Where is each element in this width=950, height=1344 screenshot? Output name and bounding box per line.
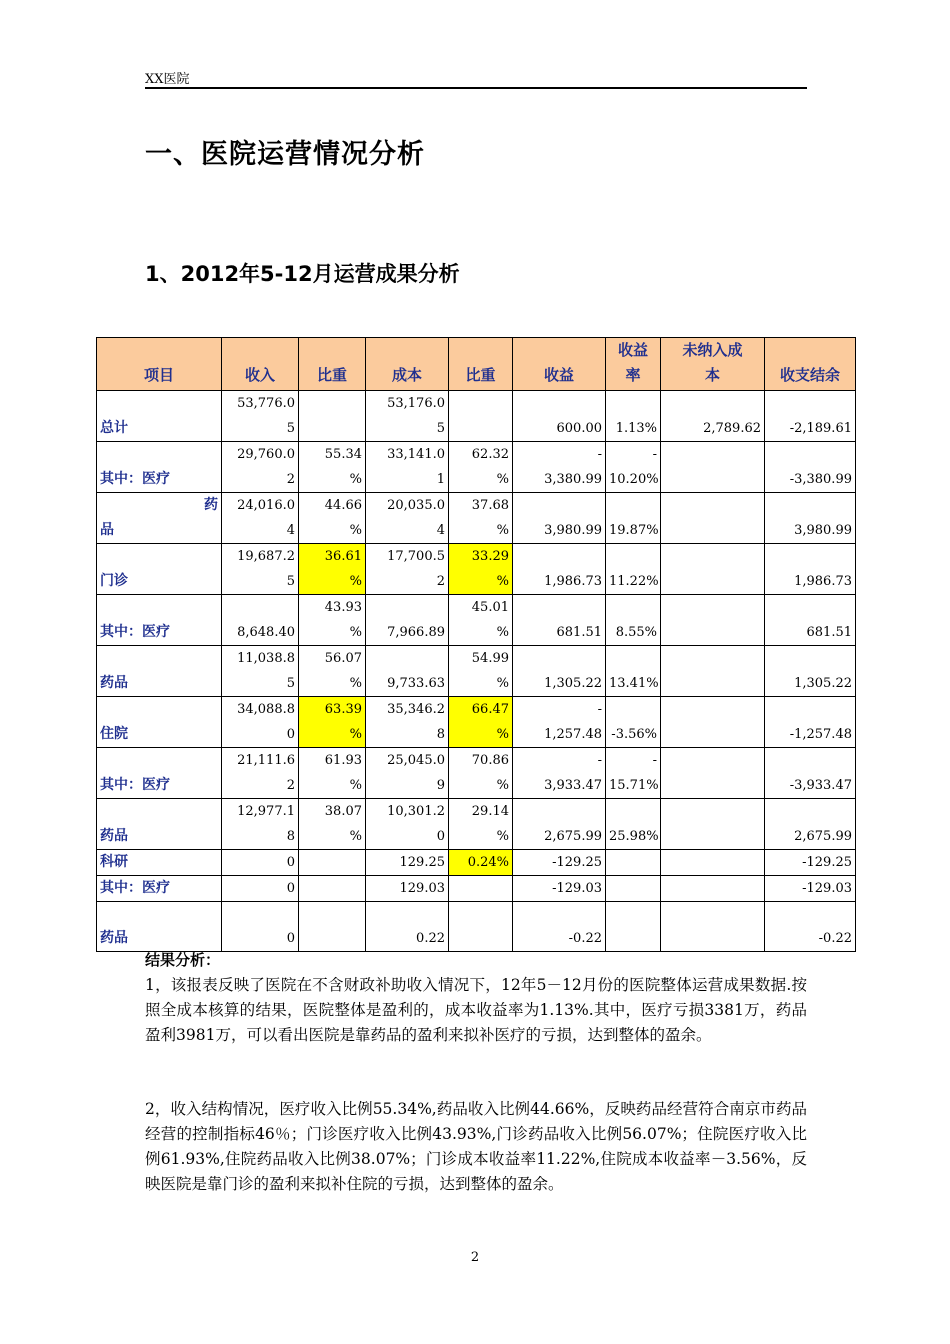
table-cell bbox=[606, 850, 661, 876]
cell-text: 0 bbox=[286, 727, 295, 742]
cell-text: -129.25 bbox=[802, 855, 852, 870]
analysis-paragraph-1: 1，该报表反映了医院在不含财政补助收入情况下，12年5－12月份的医院整体运营成果数据.按照全成本核算的结果，医院整体是盈利的，成本收益率为1.13%.其中，医疗亏损3381万，药品盈利3981万，可以看出医院是靠药品的盈利来拟补医疗的亏损，达到整体的盈余。 bbox=[145, 976, 807, 1044]
table-body bbox=[97, 391, 856, 952]
row-label: 药品 bbox=[97, 799, 222, 850]
table-cell bbox=[513, 544, 606, 595]
cell-text: 1,257.48 bbox=[544, 727, 602, 742]
table-cell bbox=[366, 697, 449, 748]
cell-text: 2 bbox=[286, 472, 295, 487]
cell-text: 7,966.89 bbox=[387, 625, 445, 640]
cell-text: 1,305.22 bbox=[794, 676, 852, 691]
table-cell bbox=[765, 902, 856, 952]
table-cell bbox=[222, 697, 299, 748]
cell-text: 0.24% bbox=[467, 855, 509, 870]
column-header bbox=[299, 338, 366, 391]
cell-text: - bbox=[597, 753, 602, 768]
cell-text: % bbox=[496, 829, 509, 844]
table-cell bbox=[449, 697, 513, 748]
cell-text: % bbox=[496, 574, 509, 589]
cell-text: 0 bbox=[286, 931, 295, 946]
cell-text: -129.03 bbox=[802, 881, 852, 896]
row-label: 药品 bbox=[97, 902, 222, 952]
cell-text: 5 bbox=[286, 421, 295, 436]
cell-text: 54.99 bbox=[471, 651, 509, 666]
cell-text: % bbox=[496, 625, 509, 640]
header-rule bbox=[145, 87, 807, 89]
table-cell bbox=[299, 799, 366, 850]
table-cell bbox=[661, 442, 765, 493]
table-cell bbox=[449, 493, 513, 544]
cell-text: 5 bbox=[286, 574, 295, 589]
cell-text: - bbox=[597, 702, 602, 717]
table-cell bbox=[606, 493, 661, 544]
cell-text: -2,189.61 bbox=[789, 421, 852, 436]
table-cell bbox=[765, 442, 856, 493]
table-cell bbox=[513, 493, 606, 544]
column-header-text: 收益 bbox=[617, 341, 648, 359]
column-header bbox=[222, 338, 299, 391]
cell-text: % bbox=[496, 523, 509, 538]
table-row bbox=[97, 902, 856, 952]
column-header-text: 收益 bbox=[543, 366, 574, 384]
cell-text: -1,257.48 bbox=[789, 727, 852, 742]
table-cell bbox=[299, 595, 366, 646]
table-cell bbox=[661, 493, 765, 544]
table-cell bbox=[606, 391, 661, 442]
cell-text: 35,346.2 bbox=[387, 702, 445, 717]
table-cell bbox=[606, 697, 661, 748]
table-cell bbox=[299, 544, 366, 595]
column-header-text: 比重 bbox=[316, 366, 347, 384]
cell-text: % bbox=[349, 523, 362, 538]
cell-text: 34,088.8 bbox=[237, 702, 295, 717]
section-title: 1、2012年5-12月运营成果分析 bbox=[145, 262, 460, 286]
table-cell bbox=[513, 442, 606, 493]
table-cell bbox=[513, 902, 606, 952]
cell-text: -129.25 bbox=[552, 855, 602, 870]
table-cell bbox=[765, 544, 856, 595]
cell-text: 0 bbox=[286, 881, 295, 896]
cell-text: 25,045.0 bbox=[387, 753, 445, 768]
table-header-row bbox=[97, 338, 856, 391]
table-cell bbox=[661, 544, 765, 595]
column-header-text: 收入 bbox=[244, 366, 275, 384]
cell-text: -0.22 bbox=[568, 931, 602, 946]
cell-text: 33.29 bbox=[471, 549, 509, 564]
table-cell bbox=[449, 646, 513, 697]
table-cell bbox=[366, 799, 449, 850]
column-header-text: 成本 bbox=[391, 366, 422, 384]
row-label: 其中：医疗 bbox=[97, 876, 222, 902]
table-cell bbox=[606, 544, 661, 595]
cell-text: 36.61 bbox=[324, 549, 362, 564]
table-cell bbox=[765, 876, 856, 902]
table-cell bbox=[299, 902, 366, 952]
table-cell bbox=[299, 748, 366, 799]
cell-text: 53,176.0 bbox=[387, 396, 445, 411]
header-org: XX医院 bbox=[145, 72, 190, 87]
table-cell bbox=[366, 595, 449, 646]
cell-text: -3,933.47 bbox=[789, 778, 852, 793]
table-cell bbox=[513, 697, 606, 748]
table-cell bbox=[299, 493, 366, 544]
table-cell bbox=[661, 850, 765, 876]
cell-text: 3,980.99 bbox=[794, 523, 852, 538]
table-cell bbox=[299, 391, 366, 442]
cell-text: -129.03 bbox=[552, 881, 602, 896]
column-header-text: 比重 bbox=[465, 366, 496, 384]
table-cell bbox=[765, 799, 856, 850]
table-cell bbox=[765, 646, 856, 697]
cell-text: 20,035.0 bbox=[387, 498, 445, 513]
cell-text: % bbox=[349, 472, 362, 487]
cell-text: % bbox=[349, 778, 362, 793]
cell-text: 3,933.47 bbox=[544, 778, 602, 793]
cell-text: 10.20% bbox=[609, 472, 659, 487]
table-cell bbox=[366, 748, 449, 799]
cell-text: 44.66 bbox=[324, 498, 362, 513]
cell-text: 9,733.63 bbox=[387, 676, 445, 691]
table-cell bbox=[222, 391, 299, 442]
cell-text: % bbox=[349, 727, 362, 742]
analysis-paragraph-2: 2，收入结构情况，医疗收入比例55.34%,药品收入比例44.66%，反映药品经营符合南京市药品经营的控制指标46％；门诊医疗收入比例43.93%,门诊药品收入比例56.07%；住院医疗收入比例61.93%,住院药品收入比例38.07%；门诊成本收益率11.22%,住院成本收益率－3.56%，反映医院是靠门诊的盈利来拟补住院的亏损，达到整体的盈余。 bbox=[145, 1100, 807, 1193]
cell-text: 29.14 bbox=[471, 804, 509, 819]
cell-text: 45.01 bbox=[471, 600, 509, 615]
table-row bbox=[97, 595, 856, 646]
table-cell bbox=[606, 902, 661, 952]
cell-text: 43.93 bbox=[324, 600, 362, 615]
cell-text: % bbox=[496, 727, 509, 742]
table-row bbox=[97, 493, 856, 544]
cell-text: 12,977.1 bbox=[237, 804, 295, 819]
cell-text: 681.51 bbox=[806, 625, 852, 640]
table-cell bbox=[449, 902, 513, 952]
cell-text: 25.98% bbox=[609, 829, 659, 844]
table-row bbox=[97, 442, 856, 493]
table-cell bbox=[661, 902, 765, 952]
cell-text: % bbox=[349, 574, 362, 589]
table-cell bbox=[449, 544, 513, 595]
table-cell bbox=[661, 876, 765, 902]
cell-text: - bbox=[597, 447, 602, 462]
cell-text: 61.93 bbox=[324, 753, 362, 768]
cell-text: 21,111.6 bbox=[237, 753, 295, 768]
cell-text: 2,789.62 bbox=[703, 421, 761, 436]
table-cell bbox=[765, 493, 856, 544]
table-cell bbox=[449, 876, 513, 902]
column-header bbox=[606, 338, 661, 391]
table-row bbox=[97, 748, 856, 799]
cell-text: 8 bbox=[286, 829, 295, 844]
table-cell bbox=[513, 799, 606, 850]
table-cell bbox=[222, 595, 299, 646]
column-header bbox=[366, 338, 449, 391]
table-cell bbox=[222, 748, 299, 799]
table-cell bbox=[606, 799, 661, 850]
column-header-text: 收支结余 bbox=[779, 366, 840, 384]
table-cell bbox=[366, 876, 449, 902]
cell-text: 3,380.99 bbox=[544, 472, 602, 487]
cell-text: 600.00 bbox=[556, 421, 602, 436]
cell-text: - bbox=[652, 447, 657, 462]
cell-text: 66.47 bbox=[471, 702, 509, 717]
column-header bbox=[513, 338, 606, 391]
table-cell bbox=[366, 493, 449, 544]
cell-text: 8 bbox=[436, 727, 445, 742]
cell-text: 10,301.2 bbox=[387, 804, 445, 819]
table-cell bbox=[606, 442, 661, 493]
row-label: 其中：医疗 bbox=[97, 595, 222, 646]
table-cell bbox=[513, 850, 606, 876]
table-row bbox=[97, 697, 856, 748]
cell-text: 0.22 bbox=[416, 931, 445, 946]
table-cell bbox=[299, 442, 366, 493]
cell-text: 4 bbox=[436, 523, 445, 538]
table-cell bbox=[366, 391, 449, 442]
row-label: 总计 bbox=[97, 391, 222, 442]
column-header-text: 未纳入成 bbox=[682, 341, 743, 359]
cell-text: % bbox=[349, 625, 362, 640]
page-number: 2 bbox=[470, 1250, 480, 1265]
cell-text: 1 bbox=[436, 472, 445, 487]
table-cell bbox=[661, 748, 765, 799]
row-label: 其中：医疗 bbox=[97, 748, 222, 799]
row-label: 门诊 bbox=[97, 544, 222, 595]
cell-text: 63.39 bbox=[324, 702, 362, 717]
table-row bbox=[97, 799, 856, 850]
table-cell bbox=[661, 391, 765, 442]
row-label-part: 品 bbox=[100, 522, 114, 538]
cell-text: 56.07 bbox=[324, 651, 362, 666]
table-cell bbox=[366, 442, 449, 493]
cell-text: 29,760.0 bbox=[237, 447, 295, 462]
table-cell bbox=[222, 442, 299, 493]
cell-text: 11,038.8 bbox=[237, 651, 295, 666]
cell-text: 17,700.5 bbox=[387, 549, 445, 564]
row-label-part: 药 bbox=[204, 497, 218, 513]
table-cell bbox=[222, 850, 299, 876]
table-cell bbox=[222, 876, 299, 902]
table-cell bbox=[661, 646, 765, 697]
table-cell bbox=[449, 850, 513, 876]
table-row bbox=[97, 850, 856, 876]
cell-text: 8,648.40 bbox=[237, 625, 295, 640]
cell-text: 62.32 bbox=[471, 447, 509, 462]
row-label: 药品 bbox=[97, 646, 222, 697]
cell-text: -3.56% bbox=[611, 727, 657, 742]
table-cell bbox=[606, 876, 661, 902]
column-header bbox=[661, 338, 765, 391]
analysis-title: 结果分析： bbox=[145, 951, 221, 969]
table-cell bbox=[366, 850, 449, 876]
cell-text: 19.87% bbox=[609, 523, 659, 538]
table-cell bbox=[449, 595, 513, 646]
table-cell bbox=[765, 748, 856, 799]
table-cell bbox=[366, 544, 449, 595]
table-cell bbox=[661, 595, 765, 646]
cell-text: 70.86 bbox=[471, 753, 509, 768]
cell-text: 11.22% bbox=[609, 574, 659, 589]
cell-text: 1,305.22 bbox=[544, 676, 602, 691]
table-cell bbox=[661, 697, 765, 748]
table-row bbox=[97, 544, 856, 595]
column-header bbox=[765, 338, 856, 391]
table-cell bbox=[513, 748, 606, 799]
cell-text: 0 bbox=[286, 855, 295, 870]
cell-text: 19,687.2 bbox=[237, 549, 295, 564]
cell-text: 55.34 bbox=[324, 447, 362, 462]
table-cell bbox=[366, 646, 449, 697]
table-cell bbox=[513, 391, 606, 442]
cell-text: 129.25 bbox=[399, 855, 445, 870]
column-header bbox=[449, 338, 513, 391]
cell-text: -0.22 bbox=[818, 931, 852, 946]
cell-text: 1.13% bbox=[615, 421, 657, 436]
cell-text: 53,776.0 bbox=[237, 396, 295, 411]
column-header-text: 项目 bbox=[143, 366, 174, 384]
table-cell bbox=[449, 391, 513, 442]
operating-results-table bbox=[96, 337, 856, 952]
cell-text: 1,986.73 bbox=[794, 574, 852, 589]
page-title: 一、医院运营情况分析 bbox=[145, 139, 425, 170]
cell-text: 0 bbox=[436, 829, 445, 844]
cell-text: 2 bbox=[286, 778, 295, 793]
cell-text: - bbox=[652, 753, 657, 768]
table-cell bbox=[449, 748, 513, 799]
table-cell bbox=[299, 876, 366, 902]
row-label: 其中：医疗 bbox=[97, 442, 222, 493]
cell-text: 5 bbox=[286, 676, 295, 691]
column-header bbox=[97, 338, 222, 391]
cell-text: 8.55% bbox=[615, 625, 657, 640]
table-cell bbox=[449, 442, 513, 493]
table-cell bbox=[513, 595, 606, 646]
table-cell bbox=[765, 391, 856, 442]
table-cell bbox=[765, 850, 856, 876]
column-header-text: 本 bbox=[704, 366, 720, 384]
cell-text: -3,380.99 bbox=[789, 472, 852, 487]
cell-text: 2 bbox=[436, 574, 445, 589]
table-cell bbox=[222, 646, 299, 697]
table-cell bbox=[606, 595, 661, 646]
cell-text: 13.41% bbox=[609, 676, 659, 691]
cell-text: % bbox=[496, 778, 509, 793]
table-cell bbox=[606, 646, 661, 697]
cell-text: 3,980.99 bbox=[544, 523, 602, 538]
cell-text: % bbox=[496, 472, 509, 487]
table-cell bbox=[366, 902, 449, 952]
cell-text: 681.51 bbox=[556, 625, 602, 640]
table-row bbox=[97, 876, 856, 902]
table-cell bbox=[765, 697, 856, 748]
row-label: 住院 bbox=[97, 697, 222, 748]
table-cell bbox=[222, 902, 299, 952]
table-cell bbox=[606, 748, 661, 799]
cell-text: 1,986.73 bbox=[544, 574, 602, 589]
table-cell bbox=[765, 595, 856, 646]
row-label: 科研 bbox=[97, 850, 222, 876]
cell-text: 37.68 bbox=[471, 498, 509, 513]
row-label bbox=[97, 493, 222, 544]
column-header-text: 率 bbox=[625, 366, 641, 384]
table-cell bbox=[299, 646, 366, 697]
cell-text: % bbox=[349, 829, 362, 844]
table-cell bbox=[513, 646, 606, 697]
cell-text: % bbox=[496, 676, 509, 691]
table-cell bbox=[222, 544, 299, 595]
cell-text: 15.71% bbox=[609, 778, 659, 793]
cell-text: 33,141.0 bbox=[387, 447, 445, 462]
table-cell bbox=[449, 799, 513, 850]
cell-text: 9 bbox=[436, 778, 445, 793]
cell-text: 24,016.0 bbox=[237, 498, 295, 513]
table-cell bbox=[513, 876, 606, 902]
cell-text: 129.03 bbox=[399, 881, 445, 896]
table-row bbox=[97, 646, 856, 697]
cell-text: 5 bbox=[436, 421, 445, 436]
cell-text: 38.07 bbox=[324, 804, 362, 819]
cell-text: 4 bbox=[286, 523, 295, 538]
table-cell bbox=[299, 697, 366, 748]
table-row bbox=[97, 391, 856, 442]
table-cell bbox=[299, 850, 366, 876]
table-cell bbox=[222, 493, 299, 544]
cell-text: % bbox=[349, 676, 362, 691]
table-cell bbox=[661, 799, 765, 850]
cell-text: 2,675.99 bbox=[544, 829, 602, 844]
table-cell bbox=[222, 799, 299, 850]
cell-text: 2,675.99 bbox=[794, 829, 852, 844]
